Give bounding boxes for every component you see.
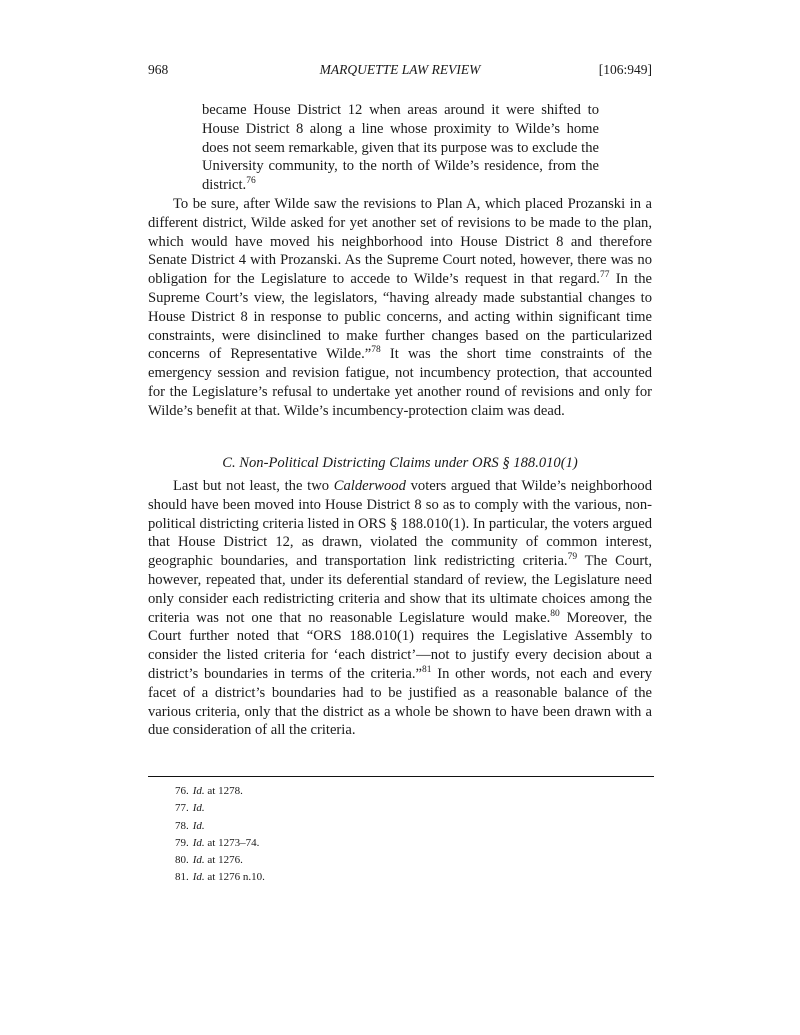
paragraph-text: voters argued that Wilde’s neighborhood should have been moved into House District 8 so as to comply with the various, non-political districting criteria listed in ORS § 188.010(1). In particular, the voters argued that House District 12, as drawn, violated the community of common interest, geographic boundaries, and transportation link redistricting criteria. xyxy=(148,478,652,570)
paragraph-incumbency xyxy=(148,195,652,421)
paragraph-text: In the Supreme Court’s view, the legislators, “having already made substantial changes to House District 8 in response to public concerns, and acting within significant time constraints, were disinclined to make further changes based on the particularized concerns of Representative Wilde.” xyxy=(148,271,652,363)
block-quote-text: became House District 12 when areas around it were shifted to House District 8 along a line whose proximity to Wilde’s home does not seem remarkable, given that its purpose was to exclude the University community, to the north of Wilde’s residence, from the district. xyxy=(202,102,599,194)
footnote-number: 80. xyxy=(175,854,189,867)
paragraph-text: The Court, however, repeated that, under its deferential standard of review, the Legislature need only consider each redistricting criteria and show that its ultimate choices among the criteria was not one that no reasonable Legislature would make. xyxy=(148,553,652,626)
case-name: Calderwood xyxy=(333,478,406,494)
footnote-text: at 1276 n.10. xyxy=(204,871,265,884)
running-header xyxy=(148,62,652,82)
footnote-item xyxy=(175,835,645,852)
footnote-number: 81. xyxy=(175,871,189,884)
footnote-text: at 1273–74. xyxy=(204,836,260,849)
footnote-id: Id. xyxy=(192,802,205,815)
paragraph-text: Last but not least, the two xyxy=(173,478,334,494)
footnote-text: at 1278. xyxy=(204,785,243,797)
footnote-ref-81[interactable]: 81 xyxy=(421,665,432,676)
paragraph-text: To be sure, after Wilde saw the revisions to Plan A, which placed Prozanski in a different district, Wilde asked for yet another set of revisions to be made to the plan, which would have moved his neighborhood into House District 8 and therefore Senate District 4 with Prozanski. As the Supreme Court noted, however, there was no obligation for the Legislature to accede to Wilde’s request in that regard. xyxy=(148,196,652,288)
footnote-item xyxy=(175,783,645,800)
footnote-ref-79[interactable]: 79 xyxy=(567,552,578,563)
paragraph-text: In other words, not each and every facet of a district’s boundaries had to be justified as a reasonable balance of the various criteria, only that the district as a whole be shown to have been drawn with a due consideration of all the criteria. xyxy=(148,665,653,739)
footnote-id: Id. xyxy=(192,819,205,832)
volume-citation: [106:949] xyxy=(598,62,652,77)
footnote-number: 76. xyxy=(175,785,189,797)
footnote-id: Id. xyxy=(192,836,205,849)
footnote-ref-78[interactable]: 78 xyxy=(371,345,381,356)
footnote-number: 79. xyxy=(175,836,189,849)
footnote-id: Id. xyxy=(192,785,205,797)
paragraph-text: Moreover, the Court further noted that “ORS 188.010(1) requires the Legislative Assembly to consider the listed criteria for ‘each district’—not to justify every decision about a district’s boundaries in terms of the criteria.” xyxy=(148,609,652,682)
footnote-list xyxy=(175,783,645,887)
footnote-item xyxy=(175,869,645,886)
journal-title: MARQUETTE LAW REVIEW xyxy=(319,62,481,77)
paragraph-text: It was the short time constraints of the emergency session and revision fatigue, not incumbency protection, that accounted for the Legislature’s refusal to undertake yet another round of revisions and only for Wilde’s benefit at that. Wilde’s incumbency-protection claim was dead. xyxy=(148,346,652,419)
footnote-item xyxy=(175,818,645,835)
footnote-ref-77[interactable]: 77 xyxy=(599,270,610,281)
paragraph-non-political xyxy=(148,477,652,740)
footnote-ref-80[interactable]: 80 xyxy=(550,608,560,619)
footnote-item xyxy=(175,852,645,869)
footnote-number: 78. xyxy=(175,819,189,832)
section-heading: C. Non-Political Districting Claims under ORS § 188.010(1) xyxy=(222,455,578,471)
footnote-id: Id. xyxy=(192,871,205,884)
footnote-divider xyxy=(148,776,654,777)
footnote-id: Id. xyxy=(192,854,205,867)
footnote-number: 77. xyxy=(175,802,189,815)
footnote-ref-76[interactable]: 76 xyxy=(246,176,256,187)
page-number: 968 xyxy=(148,62,169,77)
block-quote xyxy=(202,101,599,195)
footnote-item xyxy=(175,800,645,817)
footnote-text: at 1276. xyxy=(204,854,243,867)
